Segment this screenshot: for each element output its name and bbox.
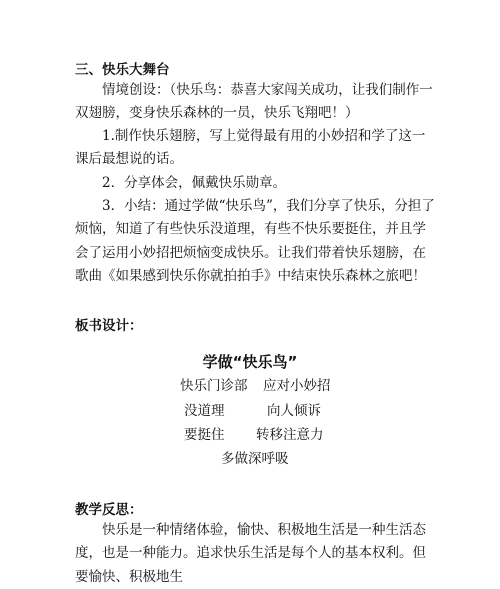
board-title: 学做“快乐鸟”: [202, 353, 298, 371]
reflection-paragraph: 快乐是一种情绪体验，愉快、积极地生活是一种生活态度，也是一种能力。追求快乐生活是每个人的基本权利。但要愉快、积极地生: [75, 522, 426, 585]
summary-paragraph: 3．小结：通过学做“快乐鸟”，我们分享了快乐，分担了烦恼，知道了有些快乐没道理，有些不快乐要挺住，并且学会了运用小妙招把烦恼变成快乐。让我们带着快乐翅膀，在歌曲《如果感到快乐你就拍拍手》中结束快乐森林之旅吧！: [75, 198, 435, 285]
board-row-left-text: 没道理: [184, 403, 225, 419]
step-2-paragraph: 2．分享体会，佩戴快乐勋章。: [102, 175, 287, 191]
board-row-right-text: 向人倾诉: [267, 403, 321, 419]
reflection-heading: 教学反思：: [75, 502, 143, 518]
board-row-right-text: 应对小妙招: [263, 378, 331, 394]
board-design-heading: 板书设计：: [75, 318, 143, 334]
board-row-left-text: 快乐门诊部: [180, 378, 248, 394]
board-row-right-text: 多做深呼吸: [221, 451, 289, 467]
board-row-right-text: 转移注意力: [256, 427, 324, 443]
section-heading-happy-stage: 三、快乐大舞台: [75, 62, 170, 78]
step-1-paragraph: 1.制作快乐翅膀，写上觉得最有用的小妙招和学了这一课后最想说的话。: [75, 128, 426, 168]
board-row-left-text: 要挺住: [184, 427, 225, 443]
scenario-paragraph: 情境创设：（快乐鸟：恭喜大家闯关成功，让我们制作一双翅膀，变身快乐森林的一员，快乐飞翔吧！）: [75, 82, 433, 122]
